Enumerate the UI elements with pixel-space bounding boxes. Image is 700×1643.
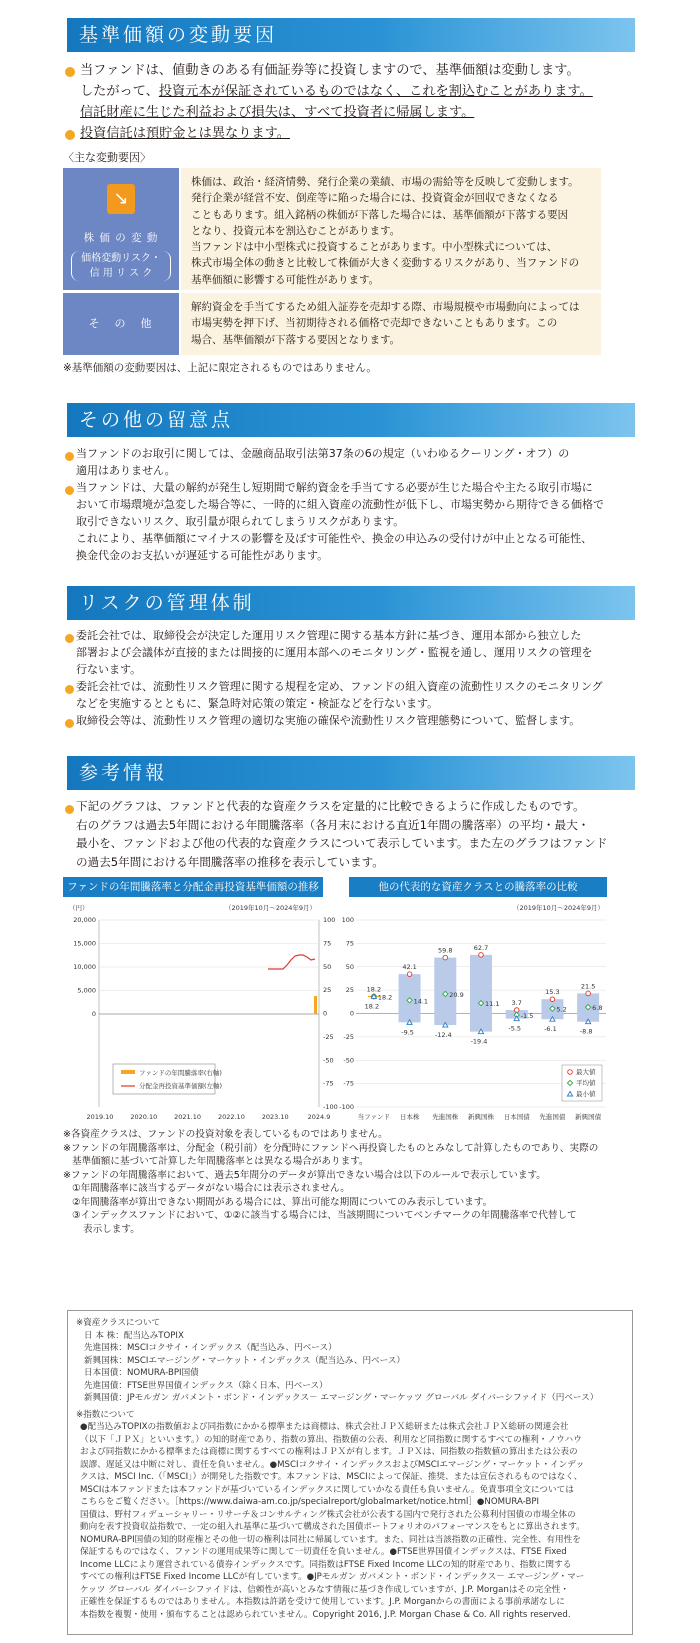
bullet-dot (65, 634, 74, 643)
text-line: （以下「ＪＰＸ」といいます。）の知的財産であり、指数の算出、指数値の公表、利用など同指数に関するすべての権利・ノウハウ (80, 1434, 582, 1445)
right-y-tick: -75 (323, 1079, 334, 1088)
min-label: -8.8 (579, 1027, 593, 1036)
avg-label: 11.1 (485, 1000, 500, 1009)
text-line: すべての権利はFTSE Fixed Income LLCが有しています。●JPモルガン ガバメント・ボンド・インデックス－ エマージング・マー (80, 1572, 585, 1582)
chart-down-icon: ↘ (107, 184, 135, 214)
paragraph (76, 797, 607, 871)
chart-notes: ※各資産クラスは、ファンドの投資対象を表しているものではありません。 ※ファンドの年間騰落率は、分配金（税引前）を分配時にファンドへ再投資したものとみなして計算したものであり、実際の 基準価額に基づいて計算した年間騰落率とは異なる場合があります。 ※ファンドの年間騰落率において、過去5年間分のデータが算出できない場合は以下のルールで表示しています。 ①年間騰落率に該当するデータがない場合には表示されません。 ②年間騰落率が算出できない期間がある場合には、算出可能な期間についてのみ表示しています。 ③インデックスファンドにおいて、①②に該当する場合には、当該期間についてベンチマークの年間騰落率で代替して 表示します。 (63, 1129, 599, 1235)
y-tick: -100 (339, 1103, 354, 1111)
category-label: 先進国株 (432, 1113, 459, 1121)
left-y-tick: 0 (91, 1010, 96, 1018)
right-y-tick: 25 (323, 986, 332, 995)
paragraph: 信託財産に生じた利益および損失は、すべて投資者に帰属します。 (80, 105, 475, 120)
right-y-tick: 100 (323, 916, 336, 924)
bullet-dot (65, 67, 75, 77)
asset-class-comparison-chart (340, 899, 612, 1127)
y-tick: 0 (349, 1009, 354, 1018)
bullet-dot (65, 685, 74, 694)
right-y-tick: -100 (323, 1103, 338, 1111)
avg-label: 18.2 (377, 993, 393, 1002)
y-tick: 25 (345, 986, 354, 995)
text-line: これにより、基準価額にマイナスの影響を及ぼす可能性や、換金の申込みの受付けが中止となる可能性、 (76, 532, 593, 545)
y-tick: 75 (345, 939, 354, 948)
max-point (443, 955, 448, 960)
paragraph: 当ファンドは、値動きのある有価証券等に投資しますので、基準価額は変動します。 (80, 63, 580, 78)
category-label: 日本株 (399, 1113, 420, 1121)
text-line: 国債は、野村フィデューシャリー・リサーチ＆コンサルティング株式会社が公表する国内で発行された公募利付国債の市場全体の (80, 1509, 576, 1520)
min-label: -9.5 (401, 1028, 414, 1037)
max-point (514, 1008, 519, 1013)
min-label: -6.1 (544, 1025, 557, 1034)
y-tick: -75 (343, 1079, 354, 1088)
subheading: 〈主な変動要因〉 (63, 151, 151, 164)
text-line: 正確性を保証するものではありません。本指数は許諾を受けて使用しています。J.P. Morganからの書面による事前承諾なしに (80, 1597, 565, 1607)
category-label: 新興国債 (575, 1113, 602, 1121)
paragraph: したがって、投資元本が保証されているものではなく、これを割込むことがあります。 (80, 84, 593, 99)
max-point (407, 972, 412, 977)
paragraph (76, 479, 604, 564)
range-bar (470, 955, 492, 1032)
min-label: 18.2 (364, 1002, 380, 1011)
text-line: クスは、MSCI Inc.（「MSCI」）が開発した指数です。本ファンドは、MSCIによって保証、推奨、または宣伝されるものではなく、 (80, 1472, 583, 1482)
x-tick: 2022.10 (217, 1113, 245, 1121)
note: ※基準価額の変動要因は、上記に限定されるものではありません。 (63, 362, 377, 374)
max-point (586, 991, 591, 996)
left-chart-period: （2019年10月～2024年9月） (225, 904, 316, 912)
text-line: 本指数を複製・使用・頒布することは認められていません。Copyright 2016, J.P. Morgan Chase & Co. All rights reserved. (80, 1609, 571, 1620)
factor-text-stock (181, 168, 601, 290)
legend-fund-return: ファンドの年間騰落率(右軸) (139, 1069, 222, 1077)
text-line: おいて市場環境が急変した場合等に、一時的に組入資産の流動性が低下し、市場実勢から期待できる価格で (76, 498, 604, 511)
max-label: 59.8 (438, 946, 453, 955)
bullet-dot (65, 719, 74, 728)
text-line: 保証するものではなく、ファンドの運用成果等に関して一切責任を負いません。●FTSE世界国債インデックスは、FTSE Fixed (80, 1547, 567, 1557)
text-line: 委託会社では、流動性リスク管理に関する規程を定め、ファンドの組入資産の流動性リスクのモニタリング (76, 680, 603, 693)
text-line: 右のグラフは過去5年間における年間騰落率（各月末における直近1年間の騰落率）の平均・最大・ (76, 817, 590, 832)
text-line: 当ファンドは、大量の解約が発生し短期間で解約資金を手当てする必要が生じた場合や主たる取引市場に (76, 481, 593, 494)
right-y-tick: 75 (323, 939, 332, 948)
text-line: 株価は、政治・経済情勢、発行企業の業績、市場の需給等を反映して変動します。 (191, 176, 579, 188)
legend-min: 最小値 (576, 1090, 596, 1098)
left-axis-unit: （円） (69, 904, 89, 912)
bullet-dot (65, 130, 75, 140)
section-title-other-notes: その他の留意点 (67, 403, 635, 437)
min-label: -5.5 (508, 1024, 522, 1033)
text-line: 下記のグラフは、ファンドと代表的な資産クラスを定量的に比較できるように作成したものです。 (76, 799, 585, 813)
legend-avg: 平均値 (576, 1079, 596, 1087)
text-line: 新興国債：JPモルガン ガバメント・ボンド・インデックス－ エマージング・マーケッツ グローバル ダイバーシファイド（円ベース） (84, 1393, 599, 1403)
text-line: となり、投資元本を割込むことがあります。 (191, 224, 401, 237)
category-label: 日本国債 (503, 1113, 530, 1121)
text-line: 委託会社では、取締役会が決定した運用リスク管理に関する基本方針に基づき、運用本部から独立した (76, 629, 582, 642)
paragraph (76, 627, 593, 678)
text-line: こちらをご覧ください。［https://www.daiwa-am.co.jp/specialreport/globalmarket/notice.html］●NOMURA-BPI (80, 1497, 540, 1507)
max-label: 18.2 (366, 985, 382, 994)
y-tick: -50 (343, 1056, 354, 1065)
legend-max: 最大値 (576, 1068, 596, 1076)
legend-nav: 分配金再投資基準価額(左軸) (139, 1082, 223, 1090)
right-y-tick: 0 (323, 1009, 328, 1018)
max-label: 3.7 (511, 999, 522, 1008)
text-line: 日 本 株：配当込みTOPIX (84, 1330, 184, 1341)
avg-label: 5.2 (556, 1005, 567, 1014)
left-y-tick: 15,000 (73, 939, 96, 948)
bullet-dot (65, 486, 74, 495)
section-title-risk-management: リスクの管理体制 (67, 586, 635, 620)
text-line: の過去5年間における年間騰落率の推移を表示しています。 (76, 854, 384, 869)
text-line: 取引できないリスク、取引量が限られてしまうリスクがあります。 (76, 515, 405, 528)
text-line: 換金代金のお支払いが遅延する可能性があります。 (76, 549, 329, 562)
right-y-tick: -50 (323, 1056, 334, 1065)
max-point (550, 997, 555, 1002)
max-label: 62.7 (473, 943, 489, 952)
y-tick: -25 (343, 1032, 354, 1041)
max-label: 42.1 (402, 963, 417, 972)
text-line: 市場実勢を押下げ、当初期待される価格で売却できないこともあります。この (191, 317, 558, 330)
text-line: 基準価額に影響する可能性があります。 (191, 273, 380, 286)
factor-text-other (181, 293, 601, 355)
category-label: 当ファンド (357, 1113, 391, 1121)
right-chart-period: （2019年10月～2024年9月） (513, 904, 604, 912)
section-title-reference: 参考情報 (67, 756, 635, 790)
left-y-tick: 10,000 (73, 963, 96, 971)
left-y-tick: 5,000 (77, 986, 96, 995)
avg-label: 20.9 (449, 990, 464, 999)
text-line: こともあります。組入銘柄の株価が下落した場合には、基準価額が下落する要因 (191, 208, 569, 221)
category-label: 新興国株 (468, 1113, 494, 1121)
x-tick: 2019.10 (86, 1113, 114, 1121)
paragraph: 取締役会等は、流動性リスク管理の適切な実施の確保や流動性リスク管理態勢について、監督します。 (76, 714, 581, 727)
fund-return-bar (314, 996, 317, 1014)
avg-label: 14.1 (413, 997, 429, 1006)
index-disclaimer-box: ※資産クラスについて 日 本 株：配当込みTOPIX 先進国株：MSCIコクサイ・インデックス（配当込み、円ベース） 新興国株：MSCIエマージング・マーケット・インデックス（配当込み、円ベース） 日本国債：NOMURA-BPI国債 先進国債：FTSE世界国債インデックス（除く日本、円ベース） 新興国債：JPモルガン ガバメント・ボンド・インデックス－ エマージング・マーケッツ グローバル ダイバーシファイド（円ベース） ※指数について ●配当込みTOPIXの指数値および同指数にかかる標準または商標は、株式会社ＪＰＸ総研または株式会社ＪＰＸ総研の関連会社 （以下「ＪＰＸ」といいます。）の知的財産であり、指数の算出、指数値の公表、利用など同指数に関するすべての権利・ノウハウ および同指数にかかる標準または商標に関するすべての権利はＪＰＸが有します。ＪＰＸは、同指数の指数値の算出または公表の 誤謬、遅延又は中断に対し、責任を負いません。●MSCIコクサイ・インデックスおよびMSCIエマージング・マーケット・インデッ クスは、MSCI Inc.（「MSCI」）が開発した指数です。本ファンドは、MSCIによって保証、推奨、または宣伝されるものではなく、 MSCIは本ファンドまたは本ファンドが基づいているインデックスに関していかなる責任も負いません。免責事項全文については こちらをご覧ください。［https://www.daiwa-am.co.jp/specialreport/globalmarket/notice.html］●NOMURA-BPI 国債は、野村フィデューシャリー・リサーチ＆コンサルティング株式会社が公表する国内で発行された公募利付国債の市場全体の 動向を表す投資収益指数で、一定の組入れ基準に基づいて構成された国債ポートフォリオのパフォーマンスをもとに算出されます。 NOMURA-BPI国債の知的財産権とその他一切の権利は同社に帰属しています。また、同社は当該指数の正確性、完全性、有用性を 保証するものではなく、ファンドの運用成果等に関して一切責任を負いません。●FTSE世界国債インデックスは、FTSE Fixed Income LLCにより運営されている債券インデックスです。同指数はFTSE Fixed Income LLCの知的財産であり、指数に関する すべての権利はFTSE Fixed Income LLCが有しています。●JPモルガン ガバメント・ボンド・インデックス－ エマージング・マー ケッツ グローバル ダイバーシファイドは、信頼性が高いとみなす情報に基づき作成していますが、J.P. Morganはその完全性・ 正確性を保証するものではありません。本指数は許諾を受けて使用しています。J.P. Morganからの書面による事前承諾なしに 本指数を複製・使用・頒布することは認められていません。Copyright 2016, J.P. Morgan Chase & Co. All rights reserved. (67, 1310, 633, 1635)
bullet-dot (65, 805, 74, 814)
text-line: などを実施するとともに、緊急時対応策の策定・検証などを行ないます。 (76, 697, 439, 710)
bullet-dot (65, 452, 74, 461)
min-label: -12.4 (434, 1031, 452, 1040)
max-label: 21.5 (580, 982, 596, 991)
x-tick: 2021.10 (174, 1113, 202, 1121)
text-line: 最小を、ファンドおよび他の代表的な資産クラスについて表示しています。また左のグラフはファンド (76, 836, 608, 850)
x-tick: 2024.9 (307, 1113, 331, 1121)
max-point (479, 953, 484, 958)
right-y-tick: -25 (323, 1032, 334, 1041)
avg-label: -1.5 (520, 1011, 534, 1020)
text-line: MSCIは本ファンドまたは本ファンドが基づいているインデックスに関していかなる責任も負いません。免責事項全文については (80, 1484, 574, 1495)
min-label: -19.4 (470, 1037, 488, 1046)
text-line: 新興国株：MSCIエマージング・マーケット・インデックス（配当込み、円ベース） (84, 1355, 406, 1366)
max-label: 15.3 (545, 988, 560, 997)
left-chart-title: ファンドの年間騰落率と分配金再投資基準価額の推移 (63, 877, 323, 897)
text-line: ●配当込みTOPIXの指数値および同指数にかかる標準または商標は、株式会社ＪＰＸ総研または株式会社ＪＰＸ総研の関連会社 (80, 1422, 569, 1432)
text-line: NOMURA-BPI国債の知的財産権とその他一切の権利は同社に帰属しています。また、同社は当該指数の正確性、完全性、有用性を (80, 1534, 581, 1545)
factor-label-stock: ↘ 株 価 の 変 動 価格変動リスク・ 信 用 リ ス ク (63, 168, 179, 290)
text-line: 誤謬、遅延又は中断に対し、責任を負いません。●MSCIコクサイ・インデックスおよびMSCIエマージング・マーケット・インデッ (80, 1459, 585, 1470)
right-y-tick: 50 (323, 962, 332, 971)
section-title-price-factors: 基準価額の変動要因 (67, 18, 635, 52)
left-y-tick: 20,000 (73, 916, 96, 924)
text-line: 株式市場全体の動きと比較して株価が大きく変動するリスクがあり、当ファンドの (191, 257, 580, 270)
text-line: 場合、基準価額が下落する要因となります。 (191, 333, 401, 346)
text-line: Income LLCにより運営されている債券インデックスです。同指数はFTSE Fixed Income LLCの知的財産であり、指数に関する (80, 1559, 572, 1570)
text-line: 解約資金を手当てするため組入証券を売却する際、市場規模や市場動向によっては (191, 301, 580, 313)
text-line: ケッツ グローバル ダイバーシファイドは、信頼性が高いとみなす情報に基づき作成していますが、J.P. Morganはその完全性・ (80, 1584, 569, 1595)
avg-label: 6.8 (592, 1004, 603, 1013)
fund-return-chart (63, 899, 338, 1127)
text-line: 先進国株：MSCIコクサイ・インデックス（配当込み、円ベース） (84, 1343, 337, 1353)
y-tick: 100 (341, 916, 354, 924)
text-line: 行ないます。 (76, 663, 142, 676)
y-tick: 50 (345, 962, 354, 971)
text-line: および同指数にかかる標準または商標に関するすべての権利はＪＰＸが有します。ＪＰＸは、同指数の指数値の算出または公表の (80, 1447, 578, 1457)
x-tick: 2020.10 (130, 1113, 158, 1121)
x-tick: 2023.10 (261, 1113, 289, 1121)
text-line: 発行企業が経営不安、倒産等に陥った場合には、投資資金が回収できなくなる (191, 192, 559, 205)
paragraph: 投資信託は預貯金とは異なります。 (80, 126, 290, 141)
paragraph (76, 678, 603, 712)
text-line: 先進国債：FTSE世界国債インデックス（除く日本、円ベース） (84, 1380, 328, 1391)
category-label: 先進国債 (539, 1113, 566, 1121)
text-line: 当ファンドは中小型株式に投資することがあります。中小型株式については、 (191, 241, 558, 254)
text-line: 日本国債：NOMURA-BPI国債 (84, 1368, 199, 1378)
paragraph: 当ファンドのお取引に関しては、金融商品取引法第37条の6の規定（いわゆるクーリング・オフ）の 適用はありません。 (76, 447, 570, 477)
text-line: 動向を表す投資収益指数で、一定の組入れ基準に基づいて構成された国債ポートフォリオのパフォーマンスをもとに算出されます。 (80, 1522, 585, 1532)
factor-label-other: そ の 他 (63, 293, 179, 355)
text-line: 部署および会議体が直接的または間接的に運用本部へのモニタリング・監視を通し、運用リスクの管理を (76, 646, 593, 659)
right-chart-title: 他の代表的な資産クラスとの騰落率の比較 (349, 877, 607, 897)
